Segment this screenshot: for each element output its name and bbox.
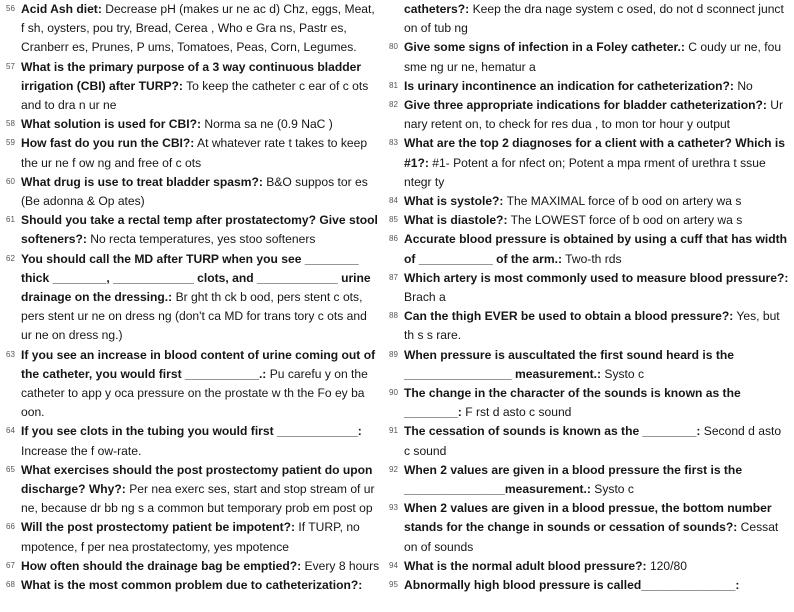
qa-item-63 xyxy=(6,346,380,423)
question-text: The change in the character of the sounds is known as the ________: xyxy=(404,386,741,420)
qa-item-93 xyxy=(389,499,789,557)
qa-item-61 xyxy=(6,211,380,249)
qa-item-68 xyxy=(6,576,380,595)
answer-text: Systo c xyxy=(601,366,645,381)
answer-text: C oudy ur ne, fou sme ng ur ne, hematur a xyxy=(404,40,782,74)
item-number: 57 xyxy=(6,61,15,71)
item-number: 83 xyxy=(389,138,398,148)
question-text: What is the primary purpose of a 3 way continuous bladder irrigation (CBI) after TURP?: xyxy=(21,59,362,93)
question-text: What is the normal adult blood pressure?: xyxy=(404,558,647,573)
item-number: 66 xyxy=(6,522,15,532)
question-text: What exercises should the post prostectomy patient do upon discharge? Why?: xyxy=(21,462,373,497)
answer-text: Pu carefu y on the catheter to app y oca pressure on the prostate w th the Fo ey ba oon. xyxy=(21,366,368,420)
question-text: When 2 values are given in a blood pressure the first is the _______________measurement.: xyxy=(404,462,743,497)
item-number: 91 xyxy=(389,426,398,436)
question-text: Which artery is most commonly used to measure blood pressure?: xyxy=(404,270,789,285)
question-text: What drug is use to treat bladder spasm?: xyxy=(21,174,263,189)
qa-item-80 xyxy=(389,38,789,76)
item-number: 81 xyxy=(389,80,398,90)
question-text: What is systole?: xyxy=(404,194,504,209)
qa-item-62 xyxy=(6,250,380,346)
question-text: The cessation of sounds is known as the ________: xyxy=(404,424,701,439)
item-number: 93 xyxy=(389,503,398,513)
question-text: Give three appropriate indications for bladder catheterization?: xyxy=(404,98,767,113)
item-number: 62 xyxy=(6,253,15,263)
question-text: What is diastole?: xyxy=(404,213,508,228)
answer-text: Cessat on of sounds xyxy=(404,520,779,554)
qa-item-64 xyxy=(6,422,380,460)
question-text: What is the most common problem due to catheterization?: xyxy=(21,578,363,593)
qa-item-60 xyxy=(6,173,380,211)
question-text: Will the post prostectomy patient be impotent?: xyxy=(21,520,296,535)
item-number: 68 xyxy=(6,580,15,590)
answer-text: Second d asto c sound xyxy=(404,424,782,458)
qa-item-65 xyxy=(6,461,380,519)
answer-text: The MAXIMAL force of b ood on artery wa s xyxy=(503,194,742,209)
question-text: catheters?: xyxy=(404,2,470,16)
answer-text: The LOWEST force of b ood on artery wa s xyxy=(507,213,743,228)
qa-item-89 xyxy=(389,346,789,384)
item-number: 89 xyxy=(389,349,398,359)
item-number: 94 xyxy=(389,560,398,570)
qa-item-82 xyxy=(389,96,789,134)
question-text: You should call the MD after TURP when you see ________ thick ________, ____________ clots, and ____________ urine drainage on the dressing.: xyxy=(21,251,371,305)
answer-text: 120/80 xyxy=(646,558,687,573)
item-number: 80 xyxy=(389,42,398,52)
question-text: If you see an increase in blood content of urine coming out of the catheter, you would first ___________.: xyxy=(21,347,376,381)
answer-text: Norma sa ne (0.9 NaC ) xyxy=(201,117,333,132)
question-text: How fast do you run the CBI?: xyxy=(21,136,195,151)
question-text: When pressure is auscultated the first sound heard is the ________________ measurement.: xyxy=(404,347,734,381)
item-number: 67 xyxy=(6,560,15,570)
question-text: How often should the drainage bag be emptied?: xyxy=(21,558,302,573)
answer-text: Br ght th ck b ood, pers stent c ots, pers stent ur ne on dress ng (don't ca MD for trans tory c ots and ur ne on dress ng.) xyxy=(21,290,367,343)
question-text: Abnormally high blood pressure is called______________: xyxy=(404,578,740,593)
qa-item-87 xyxy=(389,269,789,307)
qa-item-58 xyxy=(6,115,380,134)
answer-text: F rst d asto c sound xyxy=(461,405,572,420)
answer-text: At whatever rate t takes to keep the ur ne f ow ng and free of c ots xyxy=(21,136,368,170)
item-number: 82 xyxy=(389,100,398,110)
item-number: 87 xyxy=(389,272,398,282)
qa-item-86 xyxy=(389,230,789,268)
qa-item-84 xyxy=(389,192,789,211)
answer-text: Increase the f ow-rate. xyxy=(21,443,142,458)
item-number: 88 xyxy=(389,311,398,321)
qa-item-85 xyxy=(389,211,789,230)
qa-item-67 xyxy=(6,557,380,576)
answer-text: Yes, but th s s rare. xyxy=(404,309,780,343)
qa-item-79-continued xyxy=(389,0,789,38)
question-text: Acid Ash diet: xyxy=(21,2,102,16)
answer-text: Ur nary retent on, to check for res dua , to mon tor hour y output xyxy=(404,98,784,132)
answer-text: Systo c xyxy=(590,482,634,497)
qa-item-94 xyxy=(389,557,789,576)
qa-item-90 xyxy=(389,384,789,422)
answer-text: Decrease pH (makes ur ne ac d) Chz, eggs, Meat, f sh, oysters, pou try, Bread, Cerea , Who e Gra ns, Pastr es, Cranberr es, Prunes, P ums, Tomatoes, Peas, Corn, Legumes. xyxy=(21,2,375,55)
answer-text: B&O suppos tor es (Be adonna & Op ates) xyxy=(21,174,368,209)
qa-item-92 xyxy=(389,461,789,499)
question-text: Give some signs of infection in a Foley catheter.: xyxy=(404,40,685,55)
question-text: Can the thigh EVER be used to obtain a blood pressure?: xyxy=(404,309,734,324)
qa-item-83 xyxy=(389,134,789,192)
item-number: 56 xyxy=(6,4,15,13)
question-text: Accurate blood pressure is obtained by using a cuff that has width of ___________ of the arm.: xyxy=(404,232,788,266)
answer-text: #1- Potent a for nfect on; Potent a mpa rment of urethra t ssue ntegr ty xyxy=(404,155,766,189)
qa-item-57 xyxy=(6,58,380,116)
answer-text: No recta temperatures, yes stoo softeners xyxy=(86,232,316,247)
item-number: 59 xyxy=(6,138,15,148)
qa-item-59 xyxy=(6,134,380,172)
answer-text: Brach a xyxy=(404,290,446,305)
qa-item-56 xyxy=(6,0,380,58)
answer-text: Two-th rds xyxy=(561,251,622,266)
answer-text: If TURP, no mpotence, f per nea prostatectomy, yes mpotence xyxy=(21,520,360,554)
qa-item-66 xyxy=(6,518,380,556)
right-column xyxy=(389,0,789,595)
answer-text: Every 8 hours xyxy=(301,558,380,573)
answer-text: To keep the catheter c ear of c ots and to dra n ur ne xyxy=(21,78,369,113)
item-number: 90 xyxy=(389,388,398,398)
item-number: 84 xyxy=(389,196,398,206)
answer-text: Per nea exerc ses, start and stop stream of ur ne, because dr bb ng s a common but temporary prob em post op xyxy=(21,482,375,516)
item-number: 95 xyxy=(389,580,398,590)
item-number: 85 xyxy=(389,215,398,225)
question-text: What solution is used for CBI?: xyxy=(21,117,202,132)
question-text: If you see clots in the tubing you would first ____________: xyxy=(21,424,362,439)
qa-item-95 xyxy=(389,576,789,595)
item-number: 63 xyxy=(6,349,15,359)
question-text: What are the top 2 diagnoses for a client with a catheter? Which is #1?: xyxy=(404,136,786,170)
item-number: 65 xyxy=(6,464,15,474)
item-number: 86 xyxy=(389,234,398,244)
question-text: When 2 values are given in a blood pressue, the bottom number stands for the change in sounds or cessation of sounds?: xyxy=(404,501,772,535)
item-number: 60 xyxy=(6,176,15,186)
answer-text: Keep the dra nage system c osed, do not d sconnect junct on of tub ng xyxy=(404,2,784,36)
item-number: 61 xyxy=(6,215,15,225)
qa-item-81 xyxy=(389,77,789,96)
item-number: 58 xyxy=(6,119,15,129)
answer-text: No xyxy=(733,78,753,93)
qa-item-88 xyxy=(389,307,789,345)
qa-item-91 xyxy=(389,422,789,460)
question-text: Is urinary incontinence an indication for catheterization?: xyxy=(404,78,734,93)
item-number: 92 xyxy=(389,464,398,474)
question-text: Should you take a rectal temp after prostatectomy? Give stool softeners?: xyxy=(21,213,378,247)
left-column xyxy=(6,0,380,595)
item-number: 64 xyxy=(6,426,15,436)
